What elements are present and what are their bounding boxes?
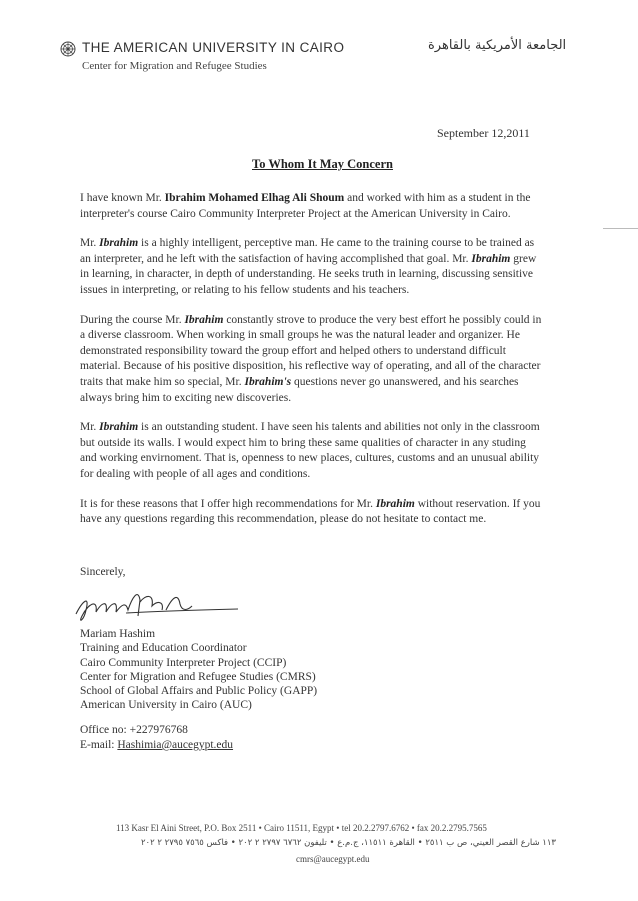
signatory-affiliation: Center for Migration and Refugee Studies (CMRS) <box>80 670 316 683</box>
scan-edge-line <box>603 228 638 229</box>
footer-address: 113 Kasr El Aini Street, P.O. Box 2511 • Cairo 11511, Egypt • tel 20.2.2797.6762 • fax 20.2.2795.7565 <box>116 823 487 833</box>
office-line: Office no: +227976768 <box>80 724 188 736</box>
contact-info <box>80 723 233 753</box>
signatory-affiliation: Cairo Community Interpreter Project (CCIP) <box>80 656 287 669</box>
student-name: Ibrahim <box>471 252 511 265</box>
signature-block <box>80 627 317 713</box>
student-name: Ibrahim <box>184 313 224 326</box>
salutation: To Whom It May Concern <box>252 157 393 171</box>
paragraph-5: It is for these reasons that I offer high recommendations for Mr. Ibrahim without reservation. If you have any questions regarding this recommendation, please do not hesitate to contact me. <box>80 497 541 526</box>
paragraph-4: Mr. Ibrahim is an outstanding student. I have seen his talents and abilities not only in the classroom but outside its walls. I would expect him to bring these same qualities of character in any studing and working envirnoment. That is, openness to new places, cultures, customs and an unusual ability for dealing with people of all ages and conditions. <box>80 421 540 480</box>
paragraph-1: I have known Mr. Ibrahim Mohamed Elhag Ali Shoum and worked with him as a student in the interpreter's course Cairo Community Interpreter Project at the American University in Cairo. <box>80 192 531 220</box>
signatory-title: Training and Education Coordinator <box>80 642 247 655</box>
letter-body <box>80 191 545 542</box>
university-name: THE AMERICAN UNIVERSITY IN CAIRO <box>82 40 345 55</box>
signatory-affiliation: American University in Cairo (AUC) <box>80 699 252 712</box>
letter-date: September 12,2011 <box>437 126 530 140</box>
footer-address-arabic: ١١٣ شارع القصر العيني، ص ب ٢٥١١ • القاهرة ١١٥١١، ج.م.ع • تليفون ٦٧٦٢ ٢٧٩٧ ٢ ٢٠٢ • فاكس ٧٥٦٥ ٢٧٩٥ ٢ ٢٠٢ <box>140 838 556 848</box>
signatory-name: Mariam Hashim <box>80 628 156 640</box>
student-name: Ibrahim <box>99 421 139 434</box>
student-full-name: Ibrahim Mohamed Elhag Ali Shoum <box>164 192 345 204</box>
email-line: E-mail: Hashimia@aucegypt.edu <box>80 739 234 751</box>
student-name: Ibrahim's <box>244 375 292 388</box>
email-link[interactable]: Hashimia@aucegypt.edu <box>117 739 234 751</box>
university-name-arabic: الجامعة الأمريكية بالقاهرة <box>428 38 567 53</box>
center-name: Center for Migration and Refugee Studies <box>82 60 267 72</box>
office-number: +227976768 <box>129 724 188 736</box>
paragraph-3: During the course Mr. Ibrahim constantly strove to produce the very best effort he possibly could in a diverse classroom. When working in small groups he was the natural leader and organizer. He demonstrated responsibility toward the group effort and helped others to understand difficult material. Because of his positive disposition, his reflective way of operating, and all of the character traits that make him so special, Mr. Ibrahim's questions never go unanswered, and his searches always bring him to exciting new discoveries. <box>80 313 542 404</box>
paragraph-2: Mr. Ibrahim is a highly intelligent, perceptive man. He came to the training course to be trained as an interpreter, and he left with the satisfaction of having accomplished that goal. Mr. Ibrahim grew in learning, in character, in depth of understanding. He seeks truth in learning, discussing sensitive issues in interpreting, or relating to his fellow students and his teachers. <box>80 237 537 296</box>
auc-seal-icon <box>60 41 76 57</box>
signatory-affiliation: School of Global Affairs and Public Policy (GAPP) <box>80 685 318 698</box>
footer-email: cmrs@aucegypt.edu <box>296 854 370 864</box>
closing: Sincerely, <box>80 566 126 578</box>
handwritten-signature <box>68 580 243 628</box>
student-name: Ibrahim <box>99 237 139 250</box>
student-name: Ibrahim <box>375 497 415 510</box>
